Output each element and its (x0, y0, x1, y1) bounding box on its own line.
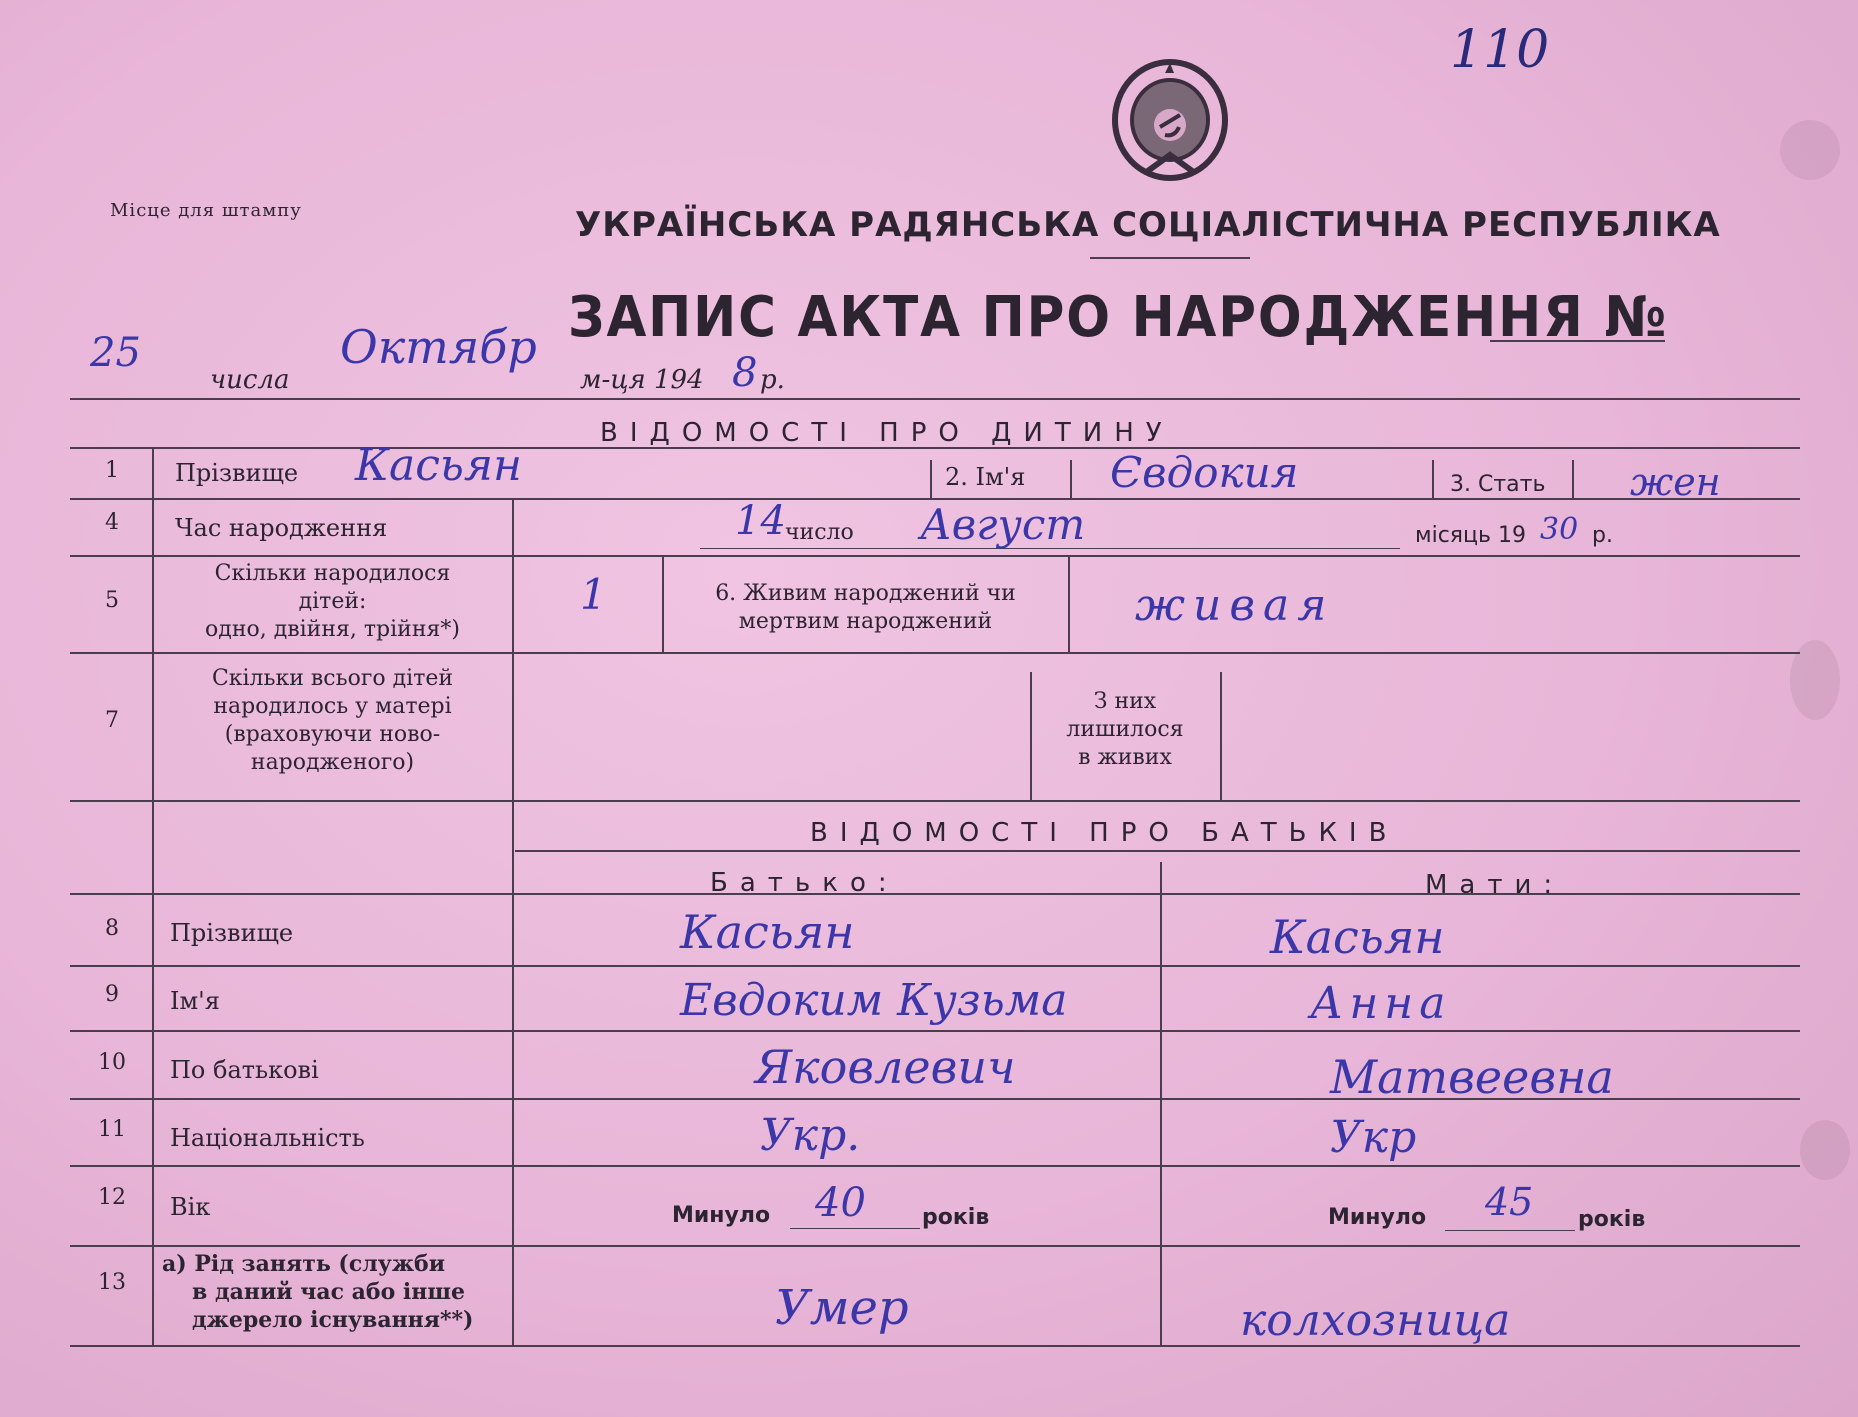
num-column-divider (152, 447, 154, 1347)
row-rule (70, 800, 1800, 802)
child-surname-value: Касьян (355, 440, 522, 491)
row-rule (515, 850, 1800, 852)
name-label: 2. Ім'я (945, 463, 1026, 491)
occupation-label-line: джерело існування**) (192, 1307, 474, 1333)
parents-column-divider (1160, 862, 1162, 1347)
stamp-place-label: Місце для штампу (110, 200, 302, 221)
cell-divider (1432, 460, 1434, 498)
birth-year-value: 30 (1540, 512, 1579, 547)
mother-age-years-label: років (1578, 1207, 1646, 1232)
row-number: 4 (105, 510, 119, 535)
parents-section-heading: ВІДОМОСТІ ПРО БАТЬКІВ (810, 818, 1399, 848)
cell-divider (662, 555, 664, 652)
mother-occupation-value: колхозница (1240, 1295, 1511, 1346)
cell-divider (1068, 555, 1070, 652)
occupation-label-line: в даний час або інше (192, 1279, 466, 1305)
table-bottom-rule (70, 1345, 1800, 1347)
cell-divider (930, 460, 932, 498)
live-birth-label (668, 580, 1063, 636)
patronymic-label: По батькові (170, 1056, 319, 1084)
mother-nationality-value: Укр (1330, 1112, 1417, 1163)
father-occupation-value: Умер (775, 1280, 909, 1336)
republic-heading: УКРАЇНСЬКА РАДЯНСЬКА СОЦІАЛІСТИЧНА РЕСПУБЛІКА (575, 205, 1721, 245)
cell-divider (1220, 672, 1222, 802)
father-age-past-label: Минуло (672, 1203, 771, 1228)
total-children-label (160, 665, 505, 777)
surviving-children-label-line: З них (1093, 689, 1157, 714)
record-day-value: 25 (90, 330, 141, 376)
row-rule (70, 1165, 1800, 1167)
label-column-divider (512, 500, 514, 1345)
heading-underline (1090, 257, 1250, 259)
live-birth-label-line: мертвим народжений (738, 609, 993, 634)
children-born-value: 1 (580, 570, 607, 619)
cell-divider (1070, 460, 1072, 498)
table-top-rule (70, 447, 1800, 449)
coat-of-arms-emblem (1105, 55, 1235, 185)
surviving-children-label-line: в живих (1078, 745, 1172, 770)
birth-day-value: 14 (735, 498, 786, 544)
children-born-label-line: одно, двійня, трійня*) (205, 617, 460, 642)
total-children-label-line: народженого) (250, 750, 415, 775)
birth-day-label: число (785, 520, 854, 545)
row-number: 7 (105, 708, 119, 733)
total-children-label-line: (враховуючи ново- (224, 722, 441, 747)
mother-surname-value: Касьян (1270, 910, 1445, 964)
row-rule (70, 965, 1800, 967)
row-number: 5 (105, 588, 119, 613)
record-day-label: числа (210, 365, 290, 395)
row-rule (70, 1245, 1800, 1247)
row-number: 1 (105, 458, 119, 483)
father-column-heading: Батько: (710, 868, 899, 898)
fill-line (790, 1228, 920, 1229)
father-nationality-value: Укр. (760, 1110, 861, 1161)
father-name-value: Евдоким Кузьма (680, 975, 1068, 1026)
record-month-label: м-ця 194 (580, 365, 704, 395)
record-number-line (1490, 340, 1665, 342)
total-children-label-line: народилось у матері (213, 694, 452, 719)
row-rule (70, 555, 1800, 557)
mother-age-past-label: Минуло (1328, 1205, 1427, 1230)
row-number: 12 (98, 1185, 126, 1210)
row-rule (70, 1098, 1800, 1100)
birth-month-value: Август (920, 500, 1086, 549)
row-number: 9 (105, 982, 119, 1007)
children-born-label (160, 560, 505, 644)
row-number: 10 (98, 1050, 126, 1075)
birth-time-label: Час народження (175, 514, 388, 542)
parent-name-label: Ім'я (170, 987, 220, 1015)
mother-name-value: Анна (1310, 978, 1452, 1029)
children-born-label-line: Скільки народилося (214, 561, 451, 586)
cell-divider (1572, 460, 1574, 498)
mother-age-value: 45 (1485, 1180, 1534, 1224)
record-year-digit: 8 (732, 350, 758, 396)
live-birth-value: живая (1135, 580, 1335, 631)
father-patronymic-value: Яковлевич (755, 1040, 1016, 1094)
page-number: 110 (1450, 20, 1550, 80)
row-rule (70, 652, 1800, 654)
row-number: 8 (105, 916, 119, 941)
father-age-years-label: років (922, 1205, 990, 1230)
date-line-rule (70, 398, 1800, 400)
child-sex-value: жен (1630, 460, 1721, 504)
age-label: Вік (170, 1193, 211, 1221)
record-year-suffix: р. (760, 365, 785, 395)
live-birth-label-line: 6. Живим народжений чи (715, 581, 1016, 606)
parent-surname-label: Прізвище (170, 919, 294, 947)
mother-column-heading: Мати: (1425, 870, 1565, 900)
occupation-label-line: а) Рід занять (служби (162, 1251, 446, 1277)
surviving-children-label-line: лишилося (1066, 717, 1184, 742)
surviving-children-label (1035, 688, 1215, 772)
birth-month-label: місяць 19 (1415, 523, 1526, 548)
mother-patronymic-value: Матвеевна (1330, 1050, 1614, 1104)
child-name-value: Євдокия (1110, 448, 1299, 497)
father-age-value: 40 (815, 1180, 866, 1226)
sex-label: 3. Стать (1450, 472, 1546, 497)
row-number: 11 (98, 1117, 126, 1142)
paper-stain (1800, 1120, 1850, 1180)
cell-divider (1030, 672, 1032, 802)
children-born-label-line: дітей: (298, 589, 367, 614)
total-children-label-line: Скільки всього дітей (211, 666, 454, 691)
birth-year-suffix: р. (1592, 523, 1613, 548)
fill-line (1445, 1230, 1575, 1231)
row-rule (70, 893, 1800, 895)
surname-label: Прізвище (175, 459, 299, 487)
child-section-heading: ВІДОМОСТІ ПРО ДИТИНУ (600, 418, 1174, 448)
row-rule (70, 1030, 1800, 1032)
document-title: ЗАПИС АКТА ПРО НАРОДЖЕННЯ № (568, 285, 1669, 350)
paper-stain (1780, 120, 1840, 180)
father-surname-value: Касьян (680, 905, 855, 959)
row-number: 13 (98, 1270, 126, 1295)
occupation-label (162, 1250, 507, 1334)
record-month-value: Октябр (340, 320, 537, 374)
nationality-label: Національність (170, 1124, 365, 1152)
